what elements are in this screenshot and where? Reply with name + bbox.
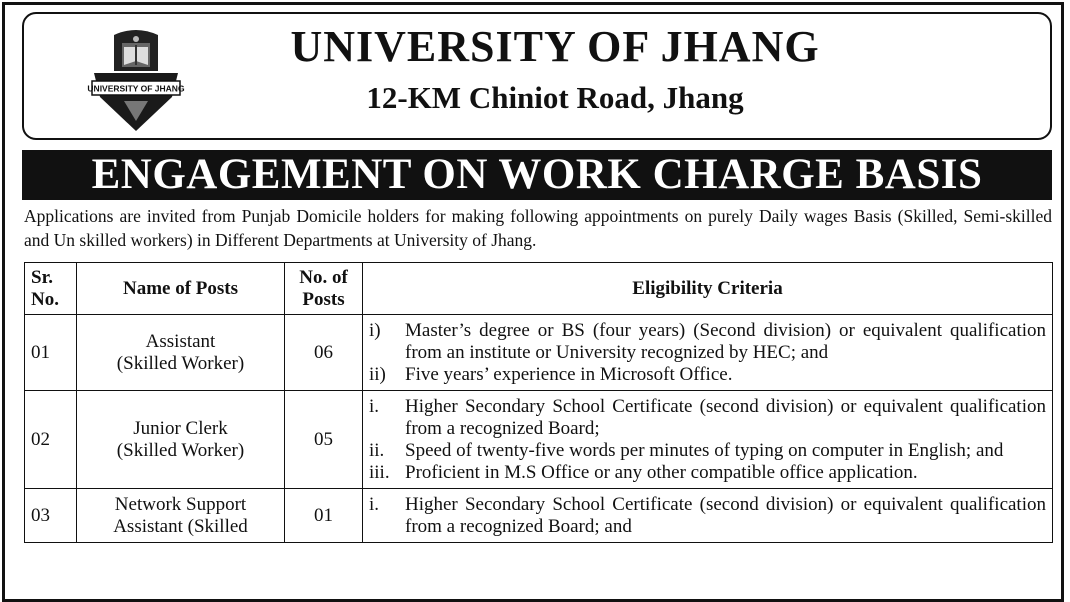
row-post-name: Network Support Assistant (Skilled [77, 489, 285, 543]
row-post-count: 05 [285, 391, 363, 489]
intro-paragraph: Applications are invited from Punjab Domicile holders for making following appointments on purely Daily wages Basis (Skilled, Semi-skilled and Un skilled workers) in Different Departments at University of Jhang. [24, 206, 1052, 250]
table-header-row [25, 263, 1053, 315]
university-title: UNIVERSITY OF JHANG [290, 22, 820, 71]
row-post-count: 01 [285, 489, 363, 543]
logo-text: UNIVERSITY OF JHANG [87, 83, 185, 94]
criteria-item: iii. Proficient in M.S Office or any other compatible office application. [369, 462, 918, 483]
row-post-name: Assistant (Skilled Worker) [77, 315, 285, 391]
table-row [25, 315, 1053, 391]
header-sr-no: Sr. No. [25, 263, 77, 315]
criteria-item: i. Higher Secondary School Certificate (second division) or equivalent qualification from a recognized Board; and [369, 494, 1046, 537]
row-post-count: 06 [285, 315, 363, 391]
criteria-item: i. Higher Secondary School Certificate (second division) or equivalent qualification from a recognized Board; [369, 396, 1046, 439]
row-criteria [363, 315, 1053, 391]
header-no-of-posts: No. of Posts [285, 263, 363, 315]
header-eligibility-criteria: Eligibility Criteria [363, 263, 1053, 315]
posts-table [24, 262, 1053, 543]
table-row [25, 391, 1053, 489]
header-name-of-posts: Name of Posts [77, 263, 285, 315]
criteria-item: ii) Five years’ experience in Microsoft Office. [369, 364, 733, 385]
table-row [25, 489, 1053, 543]
university-logo-icon [84, 25, 188, 133]
row-sr-no: 02 [25, 391, 77, 489]
row-criteria [363, 489, 1053, 543]
notice-banner: ENGAGEMENT ON WORK CHARGE BASIS [22, 150, 1052, 200]
criteria-item: i) Master’s degree or BS (four years) (Second division) or equivalent qualification from an institute or University recognized by HEC; and [369, 320, 1046, 363]
university-address: 12-KM Chiniot Road, Jhang [366, 80, 744, 115]
row-sr-no: 03 [25, 489, 77, 543]
row-post-name: Junior Clerk (Skilled Worker) [77, 391, 285, 489]
criteria-item: ii. Speed of twenty-five words per minutes of typing on computer in English; and [369, 440, 1004, 461]
row-sr-no: 01 [25, 315, 77, 391]
row-criteria [363, 391, 1053, 489]
